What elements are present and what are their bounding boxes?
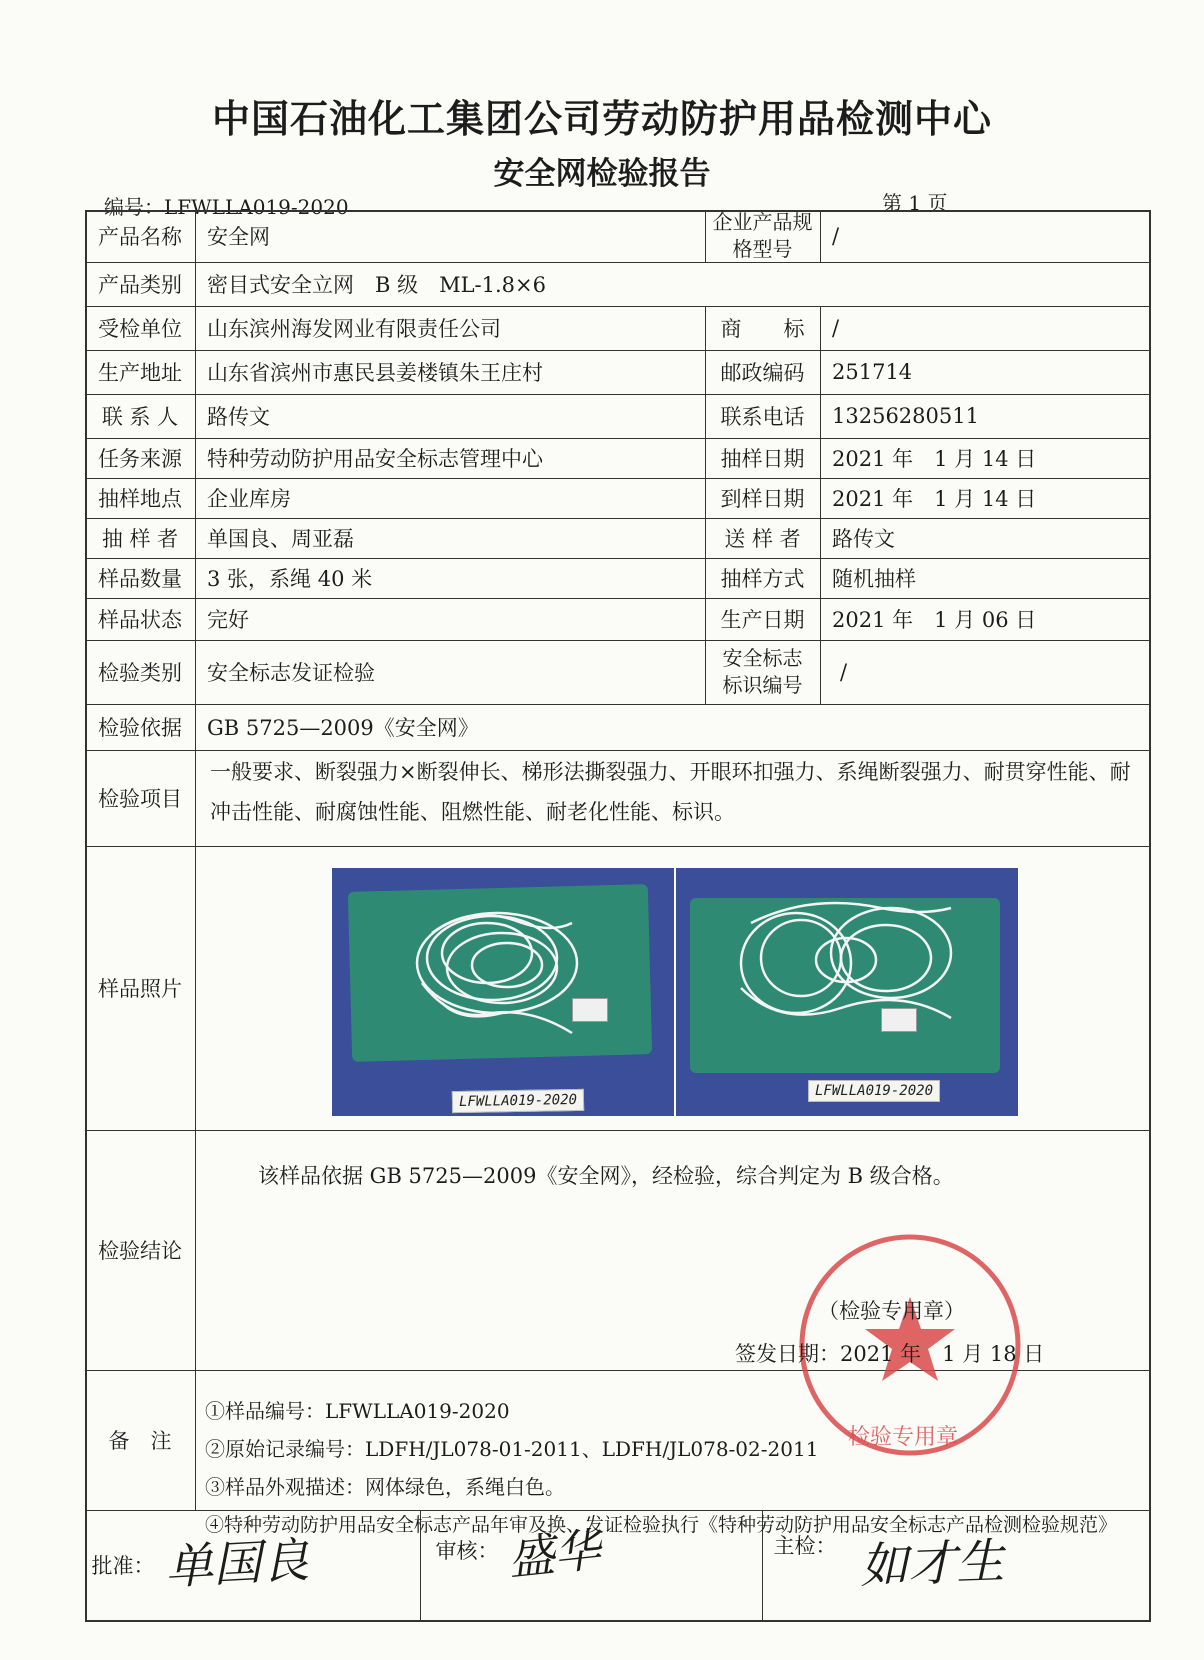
value-phone: 13256280511 — [832, 404, 979, 428]
remark-item: ④特种劳动防护用品安全标志产品年审及换、发证检验执行《特种劳动防护用品安全标志产品检测检验规范》 — [205, 1514, 1118, 1536]
review-signature: 盛华 — [505, 1522, 603, 1586]
value-sampling-place: 企业库房 — [207, 487, 291, 511]
main-inspector-signature: 如才生 — [859, 1533, 1006, 1595]
label-phone: 联系电话 — [720, 405, 805, 429]
value-contact: 路传文 — [207, 405, 270, 429]
row-divider — [85, 846, 1151, 847]
sample-tag-2: LFWLLA019-2020 — [808, 1080, 940, 1102]
value-safety-mark-no: / — [840, 660, 848, 684]
value-spec-model: / — [832, 224, 840, 248]
main-inspector-label: 主检： — [773, 1534, 837, 1558]
label-sender: 送 样 者 — [724, 527, 801, 551]
label-sample-state: 样品状态 — [98, 608, 182, 632]
label-product-type: 产品类别 — [98, 273, 182, 297]
label-inspected-unit: 受检单位 — [98, 317, 182, 341]
value-items: 一般要求、断裂强力×断裂伸长、梯形法撕裂强力、开眼环扣强力、系绳断裂强力、耐贯穿性能、耐冲击性能、耐腐蚀性能、阻燃性能、耐老化性能、标识。 — [210, 760, 1131, 824]
label-sampling-date: 抽样日期 — [720, 447, 805, 471]
remark-item: ③样品外观描述：网体绿色，系绳白色。 — [205, 1475, 565, 1499]
label-sampling-place: 抽样地点 — [98, 487, 182, 511]
value-trademark: / — [832, 316, 840, 340]
report-title: 安全网检验报告 — [493, 156, 711, 192]
value-inspected-unit: 山东滨州海发网业有限责任公司 — [207, 317, 501, 341]
product-label-card — [572, 998, 608, 1022]
remarks-list — [205, 1392, 1117, 1544]
sample-photo-1 — [332, 868, 674, 1116]
review-label: 审核： — [435, 1539, 499, 1563]
label-production-date: 生产日期 — [720, 608, 805, 632]
label-arrival-date: 到样日期 — [720, 487, 805, 511]
sample-tag-1: LFWLLA019-2020 — [452, 1089, 584, 1113]
label-remarks: 备 注 — [108, 1429, 172, 1453]
approve-signature: 单国良 — [163, 1532, 311, 1596]
remark-item: ②原始记录编号：LDFH/JL078-01-2011、LDFH/JL078-02-2011 — [205, 1437, 819, 1461]
label-basis: 检验依据 — [98, 716, 182, 740]
value-sender: 路传文 — [832, 527, 895, 551]
label-items: 检验项目 — [98, 787, 182, 811]
org-title: 中国石油化工集团公司劳动防护用品检测中心 — [211, 97, 992, 141]
value-product-type: 密目式安全立网 B 级 ML-1.8×6 — [207, 273, 547, 297]
issue-date: 签发日期：2021 年 1 月 18 日 — [735, 1342, 1045, 1366]
product-label-card — [881, 1008, 917, 1032]
label-product-name: 产品名称 — [98, 225, 182, 249]
rope-coil-icon — [726, 888, 966, 1038]
value-sampler: 单国良、周亚磊 — [207, 527, 354, 551]
sample-photo-2 — [676, 868, 1018, 1116]
seal-inner-text: （检验专用章） — [818, 1299, 965, 1323]
label-conclusion: 检验结论 — [98, 1239, 182, 1263]
value-sampling-method: 随机抽样 — [832, 567, 916, 591]
value-sample-state: 完好 — [207, 608, 249, 632]
value-inspection-type: 安全标志发证检验 — [207, 661, 375, 685]
value-postcode: 251714 — [832, 360, 913, 384]
label-safety-mark-no-line2: 标识编号 — [722, 673, 803, 697]
label-inspection-type: 检验类别 — [98, 661, 182, 685]
value-task-source: 特种劳动防护用品安全标志管理中心 — [207, 447, 543, 471]
report-number: 编号：LFWLLA019-2020 — [104, 195, 349, 219]
label-safety-mark-no-line1: 安全标志 — [722, 646, 803, 670]
conclusion-text: 该样品依据 GB 5725—2009《安全网》，经检验，综合判定为 B 级合格。 — [258, 1164, 954, 1188]
value-sampling-date: 2021 年 1 月 14 日 — [832, 447, 1037, 471]
value-product-name: 安全网 — [207, 225, 270, 249]
label-sampler: 抽 样 者 — [101, 527, 179, 551]
row-divider — [85, 1130, 1151, 1131]
page-number: 第 1 页 — [882, 191, 948, 215]
value-sample-qty: 3 张，系绳 40 米 — [207, 567, 373, 591]
label-task-source: 任务来源 — [98, 447, 182, 471]
label-address: 生产地址 — [98, 361, 182, 385]
remark-item: ①样品编号：LFWLLA019-2020 — [205, 1399, 510, 1423]
label-contact: 联 系 人 — [101, 405, 179, 429]
label-sampling-method: 抽样方式 — [720, 567, 805, 591]
label-sample-qty: 样品数量 — [98, 567, 182, 591]
row-divider — [85, 750, 1151, 751]
seal-bottom-text: 检验专用章 — [848, 1425, 959, 1450]
label-safety-mark-no — [705, 640, 820, 704]
label-spec-model: 企业产品规格型号 — [712, 210, 813, 261]
value-address: 山东省滨州市惠民县姜楼镇朱王庄村 — [207, 361, 543, 385]
value-production-date: 2021 年 1 月 06 日 — [832, 608, 1037, 632]
label-photos: 样品照片 — [98, 977, 182, 1001]
approve-label: 批准： — [91, 1554, 155, 1578]
label-postcode: 邮政编码 — [720, 361, 805, 385]
value-basis: GB 5725—2009《安全网》 — [207, 716, 479, 740]
label-trademark: 商 标 — [720, 317, 805, 341]
value-arrival-date: 2021 年 1 月 14 日 — [832, 487, 1037, 511]
